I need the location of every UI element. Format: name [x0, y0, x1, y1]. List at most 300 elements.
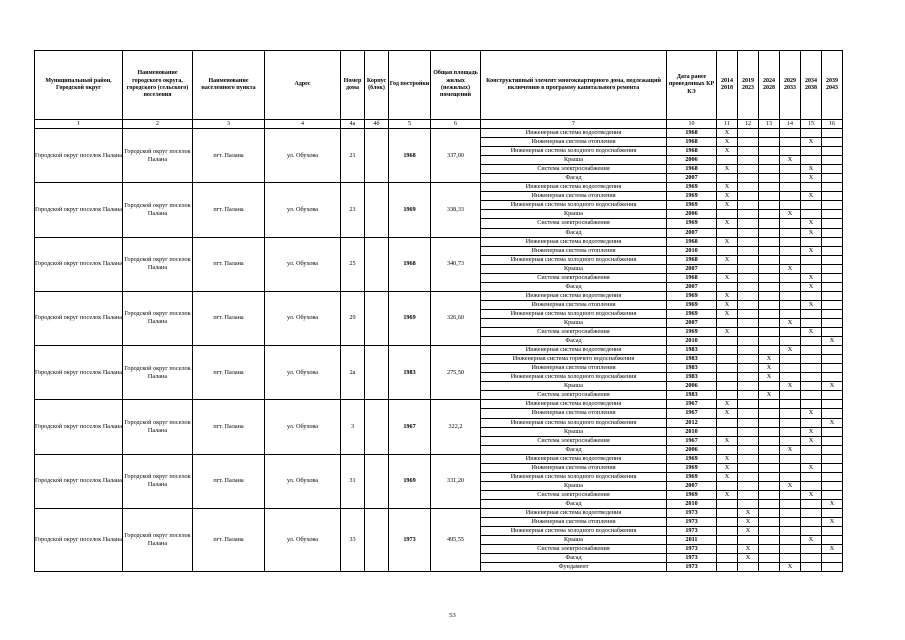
period-mark-cell: X	[717, 237, 738, 246]
period-mark-cell: X	[717, 147, 738, 156]
period-mark-cell	[801, 255, 822, 264]
element-name-cell: Инженерная система водоотведения	[481, 237, 667, 246]
block-cell	[365, 508, 389, 571]
period-mark-cell	[780, 508, 801, 517]
settlement-cell: Городской округ поселок Палана	[123, 346, 193, 400]
period-mark-cell	[759, 318, 780, 327]
prior-repair-date-cell: 2007	[667, 481, 717, 490]
period-mark-cell	[738, 454, 759, 463]
period-mark-cell	[780, 255, 801, 264]
element-name-cell: Инженерная система холодного водоснабжения	[481, 373, 667, 382]
period-mark-cell	[822, 138, 843, 147]
period-mark-cell	[801, 545, 822, 554]
period-mark-cell	[822, 192, 843, 201]
period-mark-cell: X	[717, 273, 738, 282]
element-name-cell: Инженерная система отопления	[481, 364, 667, 373]
prior-repair-date-cell: 1967	[667, 436, 717, 445]
period-mark-cell	[780, 472, 801, 481]
period-mark-cell	[759, 291, 780, 300]
period-mark-cell	[717, 346, 738, 355]
period-mark-cell	[759, 210, 780, 219]
period-mark-cell: X	[759, 373, 780, 382]
period-mark-cell: X	[717, 219, 738, 228]
col-number: 13	[759, 120, 780, 129]
period-mark-cell: X	[801, 300, 822, 309]
period-mark-cell	[738, 219, 759, 228]
element-name-cell: Фундамент	[481, 563, 667, 572]
area-cell: 337,00	[431, 129, 481, 183]
element-name-cell: Фасад	[481, 174, 667, 183]
period-mark-cell: X	[801, 138, 822, 147]
block-cell	[365, 291, 389, 345]
period-mark-cell	[801, 373, 822, 382]
col-number: 4а	[341, 120, 365, 129]
period-mark-cell	[780, 219, 801, 228]
table-row	[35, 508, 843, 517]
period-mark-cell	[780, 527, 801, 536]
period-mark-cell	[717, 545, 738, 554]
period-mark-cell: X	[717, 255, 738, 264]
col-number: 4	[265, 120, 341, 129]
period-mark-cell	[822, 300, 843, 309]
period-mark-cell	[759, 454, 780, 463]
element-name-cell: Инженерная система отопления	[481, 138, 667, 147]
period-mark-cell	[738, 237, 759, 246]
period-mark-cell	[759, 400, 780, 409]
period-mark-cell: X	[780, 156, 801, 165]
period-mark-cell	[780, 201, 801, 210]
prior-repair-date-cell: 2010	[667, 499, 717, 508]
header-year: Год постройки	[389, 51, 431, 120]
period-mark-cell: X	[717, 463, 738, 472]
period-mark-cell	[717, 499, 738, 508]
col-number: 1	[35, 120, 123, 129]
period-mark-cell	[822, 219, 843, 228]
period-mark-cell: X	[822, 545, 843, 554]
period-mark-cell: X	[822, 418, 843, 427]
period-mark-cell	[759, 545, 780, 554]
element-name-cell: Инженерная система холодного водоснабжения	[481, 527, 667, 536]
prior-repair-date-cell: 2012	[667, 418, 717, 427]
period-mark-cell	[759, 309, 780, 318]
period-mark-cell	[822, 165, 843, 174]
element-name-cell: Крыша	[481, 427, 667, 436]
period-mark-cell: X	[717, 192, 738, 201]
house-number-cell: 3	[341, 400, 365, 454]
period-mark-cell	[738, 328, 759, 337]
period-mark-cell: X	[780, 563, 801, 572]
header-address: Адрес	[265, 51, 341, 120]
period-mark-cell	[780, 427, 801, 436]
header-period-2014: 2014 2018	[717, 51, 738, 120]
period-mark-cell	[738, 490, 759, 499]
col-number: 6	[431, 120, 481, 129]
prior-repair-date-cell: 2007	[667, 282, 717, 291]
prior-repair-date-cell: 2010	[667, 246, 717, 255]
col-number: 11	[717, 120, 738, 129]
period-mark-cell: X	[717, 309, 738, 318]
district-cell: Городской округ поселок Палана	[35, 400, 123, 454]
period-mark-cell: X	[780, 445, 801, 454]
period-mark-cell: X	[738, 508, 759, 517]
period-mark-cell	[717, 427, 738, 436]
period-mark-cell	[717, 382, 738, 391]
period-mark-cell	[780, 490, 801, 499]
period-mark-cell: X	[759, 364, 780, 373]
period-mark-cell	[801, 563, 822, 572]
header-prior-repair-date: Дата ранее проведенных КР КЭ	[667, 51, 717, 120]
period-mark-cell: X	[801, 490, 822, 499]
period-mark-cell	[801, 156, 822, 165]
period-mark-cell	[759, 228, 780, 237]
repair-program-table	[34, 50, 843, 572]
period-mark-cell	[759, 427, 780, 436]
period-mark-cell	[822, 454, 843, 463]
period-mark-cell	[717, 536, 738, 545]
period-mark-cell	[738, 147, 759, 156]
page-number: 53	[449, 612, 456, 619]
table-row	[35, 183, 843, 192]
period-mark-cell	[759, 147, 780, 156]
period-mark-cell	[780, 228, 801, 237]
col-number: 4б	[365, 120, 389, 129]
block-cell	[365, 129, 389, 183]
settlement-cell: Городской округ поселок Палана	[123, 454, 193, 508]
period-mark-cell	[780, 273, 801, 282]
period-mark-cell	[717, 246, 738, 255]
period-mark-cell	[738, 129, 759, 138]
settlement-cell: Городской округ поселок Палана	[123, 400, 193, 454]
house-number-cell: 21	[341, 129, 365, 183]
element-name-cell: Крыша	[481, 318, 667, 327]
prior-repair-date-cell: 1969	[667, 463, 717, 472]
col-number: 5	[389, 120, 431, 129]
prior-repair-date-cell: 2007	[667, 318, 717, 327]
block-cell	[365, 183, 389, 237]
period-mark-cell	[717, 508, 738, 517]
house-number-cell: 29	[341, 291, 365, 345]
period-mark-cell	[780, 328, 801, 337]
header-element: Конструктивный элемент многоквартирного дома, подлежащий включению в программу капитального ремонта	[481, 51, 667, 120]
period-mark-cell	[780, 518, 801, 527]
period-mark-cell	[822, 273, 843, 282]
period-mark-cell	[738, 282, 759, 291]
locality-cell: пгт. Палана	[193, 291, 265, 345]
element-name-cell: Крыша	[481, 264, 667, 273]
district-cell: Городской округ поселок Палана	[35, 129, 123, 183]
year-cell: 1967	[389, 400, 431, 454]
element-name-cell: Инженерная система холодного водоснабжения	[481, 201, 667, 210]
prior-repair-date-cell: 1983	[667, 373, 717, 382]
period-mark-cell	[801, 554, 822, 563]
period-mark-cell	[738, 192, 759, 201]
period-mark-cell: X	[717, 436, 738, 445]
district-cell: Городской округ поселок Палана	[35, 237, 123, 291]
element-name-cell: Фасад	[481, 228, 667, 237]
header-period-2039: 2039 2043	[822, 51, 843, 120]
prior-repair-date-cell: 1968	[667, 273, 717, 282]
period-mark-cell	[801, 201, 822, 210]
period-mark-cell	[717, 373, 738, 382]
table-row	[35, 454, 843, 463]
prior-repair-date-cell: 1968	[667, 147, 717, 156]
period-mark-cell	[822, 472, 843, 481]
period-mark-cell	[780, 545, 801, 554]
period-mark-cell	[759, 328, 780, 337]
element-name-cell: Инженерная система горячего водоснабжения	[481, 355, 667, 364]
period-mark-cell	[738, 400, 759, 409]
period-mark-cell	[759, 282, 780, 291]
period-mark-cell	[759, 300, 780, 309]
period-mark-cell	[801, 400, 822, 409]
period-mark-cell	[822, 445, 843, 454]
period-mark-cell	[759, 165, 780, 174]
period-mark-cell	[717, 364, 738, 373]
header-area: Общая площадь жилых (нежилых) помещений	[431, 51, 481, 120]
period-mark-cell: X	[780, 210, 801, 219]
period-mark-cell	[780, 463, 801, 472]
period-mark-cell	[780, 165, 801, 174]
prior-repair-date-cell: 1967	[667, 400, 717, 409]
table-row	[35, 346, 843, 355]
element-name-cell: Инженерная система холодного водоснабжения	[481, 472, 667, 481]
period-mark-cell	[822, 355, 843, 364]
period-mark-cell	[759, 156, 780, 165]
period-mark-cell	[759, 463, 780, 472]
period-mark-cell	[717, 228, 738, 237]
period-mark-cell	[780, 291, 801, 300]
element-name-cell: Система электроснабжения	[481, 273, 667, 282]
period-mark-cell	[738, 228, 759, 237]
street-cell: ул. Обухова	[265, 508, 341, 571]
document-page	[34, 50, 843, 572]
period-mark-cell	[822, 436, 843, 445]
period-mark-cell	[759, 554, 780, 563]
period-mark-cell	[801, 237, 822, 246]
period-mark-cell	[801, 499, 822, 508]
period-mark-cell: X	[717, 291, 738, 300]
period-mark-cell	[822, 563, 843, 572]
period-mark-cell	[759, 499, 780, 508]
period-mark-cell: X	[822, 499, 843, 508]
prior-repair-date-cell: 2006	[667, 156, 717, 165]
period-mark-cell	[822, 183, 843, 192]
period-mark-cell	[738, 481, 759, 490]
period-mark-cell	[717, 391, 738, 400]
period-mark-cell	[738, 165, 759, 174]
period-mark-cell: X	[801, 409, 822, 418]
house-number-cell: 33	[341, 508, 365, 571]
period-mark-cell	[780, 373, 801, 382]
period-mark-cell	[822, 264, 843, 273]
element-name-cell: Инженерная система холодного водоснабжения	[481, 255, 667, 264]
district-cell: Городской округ поселок Палана	[35, 346, 123, 400]
period-mark-cell	[780, 400, 801, 409]
period-mark-cell	[717, 481, 738, 490]
locality-cell: пгт. Палана	[193, 508, 265, 571]
period-mark-cell	[759, 246, 780, 255]
period-mark-cell: X	[717, 328, 738, 337]
period-mark-cell	[759, 346, 780, 355]
period-mark-cell	[717, 518, 738, 527]
period-mark-cell	[801, 454, 822, 463]
period-mark-cell	[822, 291, 843, 300]
prior-repair-date-cell: 2006	[667, 210, 717, 219]
element-name-cell: Инженерная система водоотведения	[481, 508, 667, 517]
period-mark-cell	[822, 481, 843, 490]
street-cell: ул. Обухова	[265, 237, 341, 291]
prior-repair-date-cell: 1969	[667, 201, 717, 210]
period-mark-cell	[738, 273, 759, 282]
period-mark-cell	[780, 237, 801, 246]
period-mark-cell	[738, 246, 759, 255]
period-mark-cell: X	[717, 300, 738, 309]
period-mark-cell	[780, 454, 801, 463]
header-period-2034: 2034 2038	[801, 51, 822, 120]
street-cell: ул. Обухова	[265, 183, 341, 237]
settlement-cell: Городской округ поселок Палана	[123, 129, 193, 183]
element-name-cell: Инженерная система отопления	[481, 518, 667, 527]
period-mark-cell: X	[717, 183, 738, 192]
prior-repair-date-cell: 2007	[667, 228, 717, 237]
period-mark-cell	[780, 337, 801, 346]
period-mark-cell	[738, 291, 759, 300]
header-period-2019: 2019 2023	[738, 51, 759, 120]
settlement-cell: Городской округ поселок Палана	[123, 508, 193, 571]
period-mark-cell	[738, 337, 759, 346]
period-mark-cell	[759, 418, 780, 427]
period-mark-cell: X	[759, 355, 780, 364]
element-name-cell: Система электроснабжения	[481, 328, 667, 337]
area-cell: 495,55	[431, 508, 481, 571]
element-name-cell: Инженерная система водоотведения	[481, 291, 667, 300]
year-cell: 1973	[389, 508, 431, 571]
prior-repair-date-cell: 1973	[667, 508, 717, 517]
period-mark-cell	[759, 129, 780, 138]
prior-repair-date-cell: 1969	[667, 454, 717, 463]
period-mark-cell	[759, 237, 780, 246]
element-name-cell: Инженерная система водоотведения	[481, 400, 667, 409]
header-settlement: Наименование городского округа, городского (сельского) поселения	[123, 51, 193, 120]
period-mark-cell	[822, 328, 843, 337]
col-number: 16	[822, 120, 843, 129]
period-mark-cell	[780, 418, 801, 427]
element-name-cell: Крыша	[481, 210, 667, 219]
period-mark-cell	[717, 318, 738, 327]
period-mark-cell	[738, 138, 759, 147]
period-mark-cell	[717, 337, 738, 346]
period-mark-cell	[738, 210, 759, 219]
period-mark-cell	[717, 563, 738, 572]
period-mark-cell	[822, 536, 843, 545]
header-row	[35, 51, 843, 120]
element-name-cell: Инженерная система водоотведения	[481, 346, 667, 355]
period-mark-cell	[738, 346, 759, 355]
element-name-cell: Инженерная система отопления	[481, 192, 667, 201]
period-mark-cell: X	[801, 536, 822, 545]
element-name-cell: Система электроснабжения	[481, 545, 667, 554]
table-row	[35, 400, 843, 409]
period-mark-cell	[801, 264, 822, 273]
period-mark-cell	[759, 536, 780, 545]
period-mark-cell	[717, 554, 738, 563]
element-name-cell: Фасад	[481, 337, 667, 346]
period-mark-cell	[780, 364, 801, 373]
period-mark-cell: X	[717, 472, 738, 481]
period-mark-cell	[759, 508, 780, 517]
prior-repair-date-cell: 1969	[667, 300, 717, 309]
district-cell: Городской округ поселок Палана	[35, 508, 123, 571]
locality-cell: пгт. Палана	[193, 129, 265, 183]
col-number: 12	[738, 120, 759, 129]
period-mark-cell	[780, 499, 801, 508]
period-mark-cell	[717, 282, 738, 291]
element-name-cell: Инженерная система холодного водоснабжения	[481, 418, 667, 427]
period-mark-cell: X	[738, 545, 759, 554]
col-number: 15	[801, 120, 822, 129]
settlement-cell: Городской округ поселок Палана	[123, 183, 193, 237]
period-mark-cell	[738, 264, 759, 273]
period-mark-cell	[801, 318, 822, 327]
table-body	[35, 129, 843, 572]
street-cell: ул. Обухова	[265, 400, 341, 454]
period-mark-cell	[780, 282, 801, 291]
period-mark-cell	[759, 192, 780, 201]
period-mark-cell	[780, 138, 801, 147]
element-name-cell: Фасад	[481, 445, 667, 454]
period-mark-cell	[738, 445, 759, 454]
period-mark-cell: X	[801, 228, 822, 237]
period-mark-cell	[801, 391, 822, 400]
period-mark-cell	[801, 309, 822, 318]
period-mark-cell: X	[759, 391, 780, 400]
element-name-cell: Крыша	[481, 156, 667, 165]
period-mark-cell	[822, 210, 843, 219]
prior-repair-date-cell: 1983	[667, 364, 717, 373]
period-mark-cell	[738, 309, 759, 318]
period-mark-cell: X	[717, 400, 738, 409]
period-mark-cell	[780, 129, 801, 138]
period-mark-cell: X	[801, 174, 822, 183]
period-mark-cell	[780, 147, 801, 156]
period-mark-cell	[822, 364, 843, 373]
prior-repair-date-cell: 2011	[667, 536, 717, 545]
period-mark-cell	[717, 445, 738, 454]
house-number-cell: 31	[341, 454, 365, 508]
year-cell: 1969	[389, 183, 431, 237]
period-mark-cell	[801, 527, 822, 536]
period-mark-cell	[822, 237, 843, 246]
prior-repair-date-cell: 1973	[667, 518, 717, 527]
period-mark-cell	[780, 246, 801, 255]
area-cell: 275,50	[431, 346, 481, 400]
period-mark-cell: X	[801, 219, 822, 228]
period-mark-cell	[759, 264, 780, 273]
period-mark-cell: X	[717, 454, 738, 463]
period-mark-cell	[822, 309, 843, 318]
table-row	[35, 129, 843, 138]
period-mark-cell: X	[738, 527, 759, 536]
period-mark-cell	[738, 463, 759, 472]
period-mark-cell: X	[717, 201, 738, 210]
area-cell: 338,33	[431, 183, 481, 237]
period-mark-cell	[801, 355, 822, 364]
district-cell: Городской округ поселок Палана	[35, 454, 123, 508]
period-mark-cell	[822, 318, 843, 327]
period-mark-cell	[759, 201, 780, 210]
period-mark-cell	[780, 391, 801, 400]
street-cell: ул. Обухова	[265, 291, 341, 345]
